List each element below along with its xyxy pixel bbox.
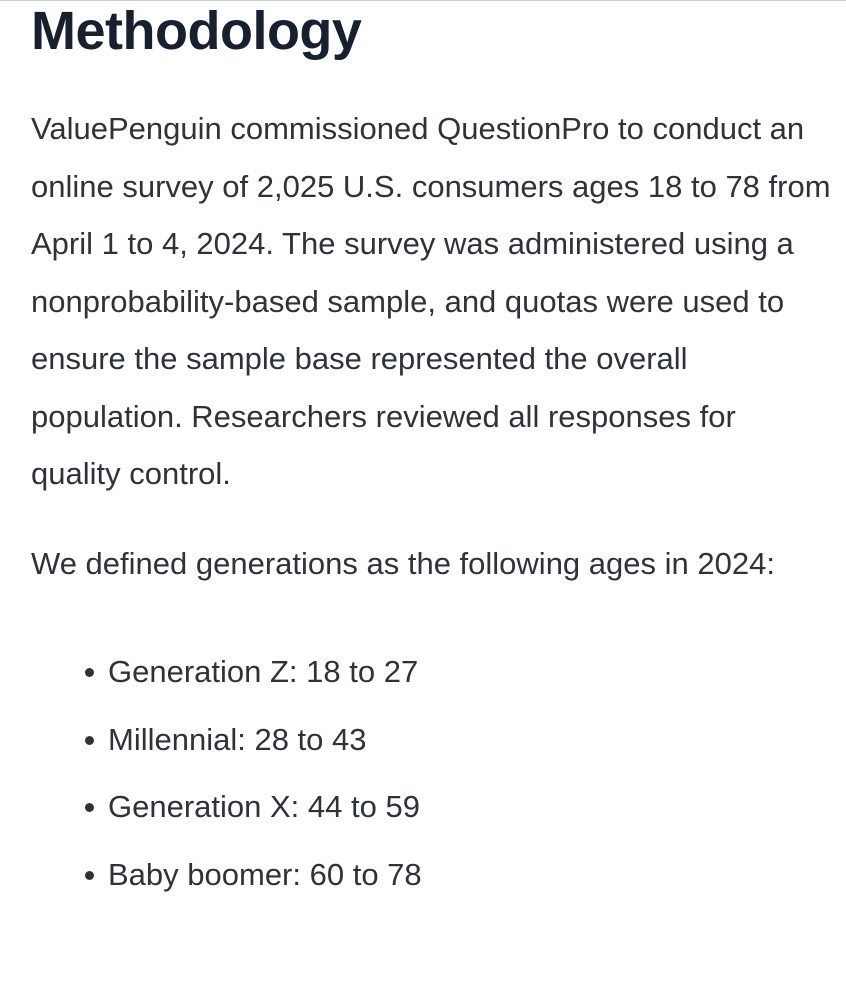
list-item-generation-z — [31, 638, 831, 706]
list-item-millennial — [31, 706, 831, 774]
generations-intro-paragraph: We defined generations as the following ages in 2024: — [31, 545, 775, 581]
bullet-icon — [85, 736, 94, 745]
list-item-text: Generation Z: 18 to 27 — [108, 654, 419, 689]
section-heading: Methodology — [31, 1, 362, 61]
methodology-paragraph: ValuePenguin commissioned QuestionPro to conduct an online survey of 2,025 U.S. consumers ages 18 to 78 from April 1 to 4, 2024. The survey was administered using a nonprobability-based sample, and quotas were used to ensure the sample base represented the overall population. Researchers reviewed all responses for quality control. — [31, 111, 831, 491]
list-item-text: Millennial: 28 to 43 — [108, 721, 367, 757]
article-section — [31, 0, 831, 908]
list-item-generation-x — [31, 773, 831, 841]
list-item-baby-boomer — [31, 841, 831, 909]
bullet-icon — [85, 871, 94, 880]
bullet-icon — [85, 803, 94, 812]
list-item-text: Generation X: 44 to 59 — [108, 789, 420, 824]
list-item-text: Baby boomer: 60 to 78 — [108, 856, 422, 892]
bullet-icon — [85, 668, 94, 677]
generations-list — [31, 638, 831, 908]
